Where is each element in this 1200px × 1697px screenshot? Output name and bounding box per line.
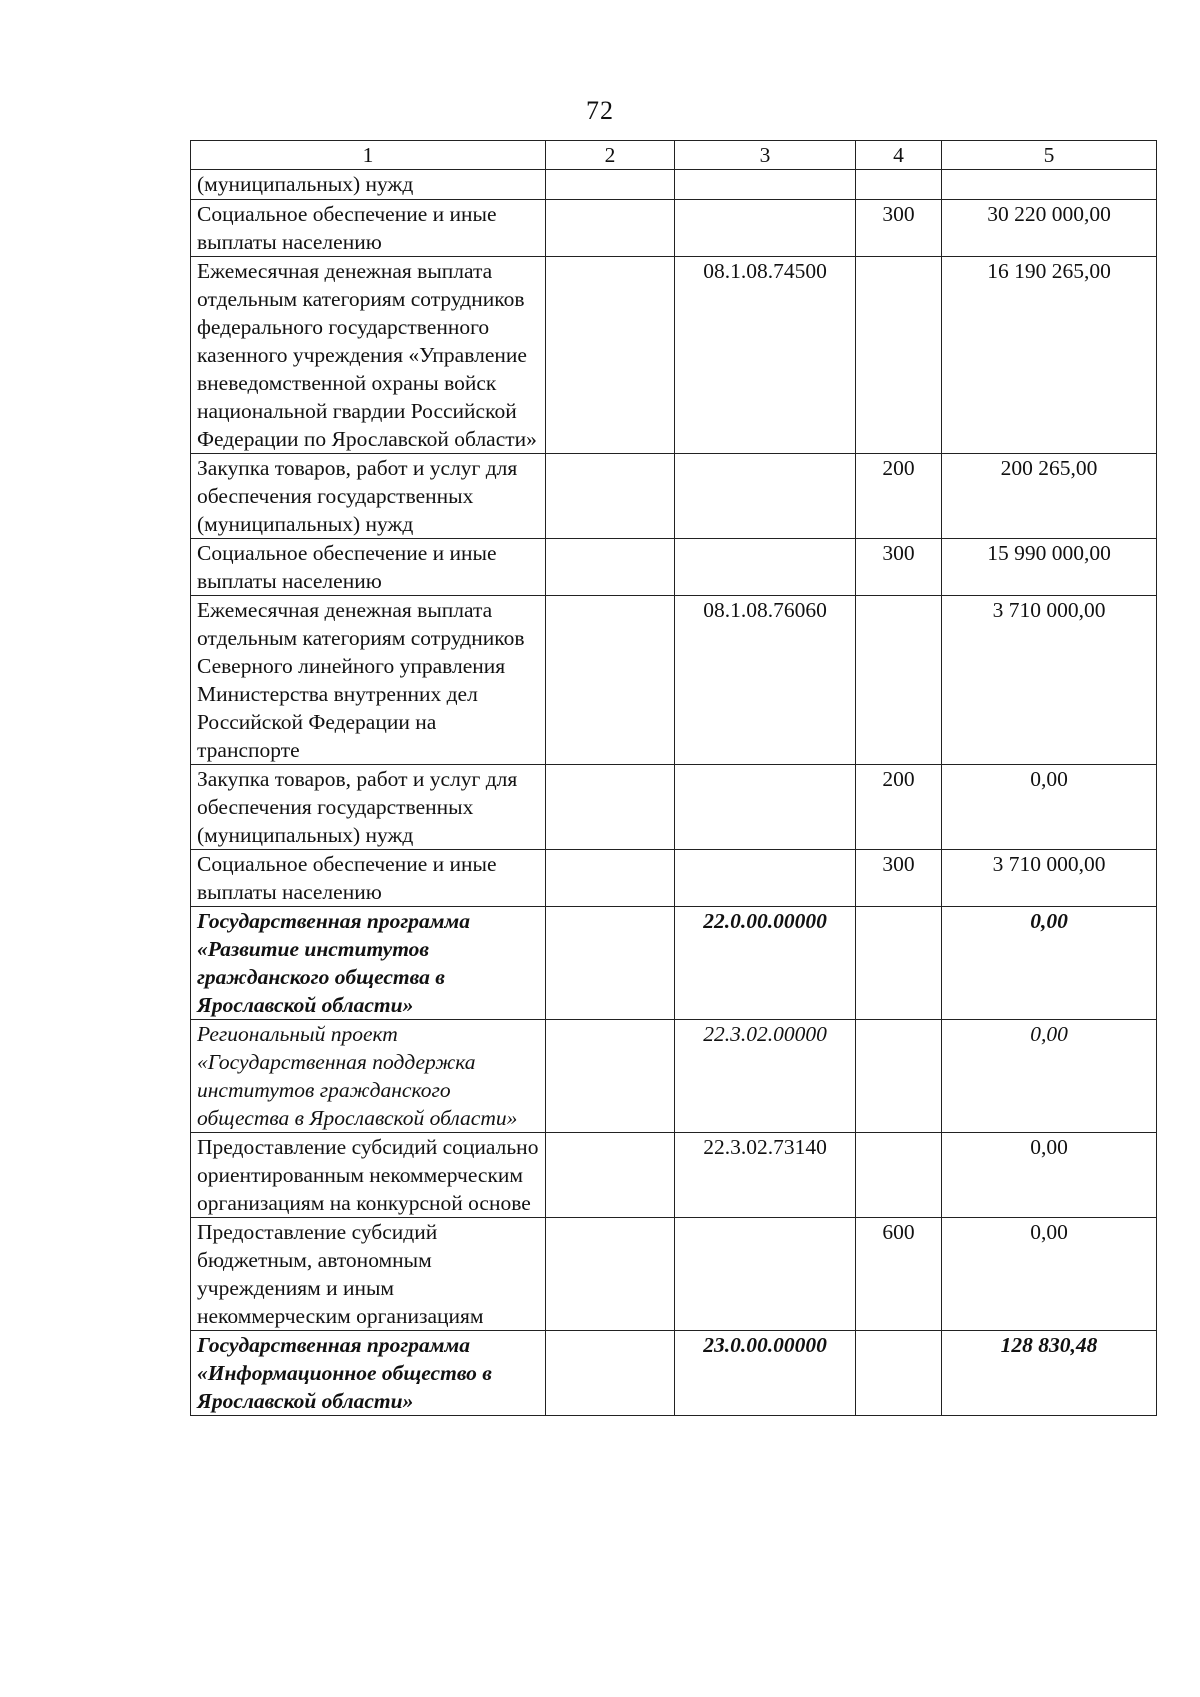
- table-row: [191, 170, 1157, 200]
- row-expense-type: 600: [856, 1218, 942, 1331]
- row-description: Региональный проект «Государственная поддержка институтов гражданского общества в Ярославской области»: [191, 1020, 546, 1133]
- row-description: Ежемесячная денежная выплата отдельным категориям сотрудников Северного линейного управления Министерства внутренних дел Российской Федерации на транспорте: [191, 596, 546, 765]
- row-description: Закупка товаров, работ и услуг для обеспечения государственных (муниципальных) нужд: [191, 765, 546, 850]
- row-description: Предоставление субсидий социально ориентированным некоммерческим организациям на конкурсной основе: [191, 1133, 546, 1218]
- row-description: Социальное обеспечение и иные выплаты населению: [191, 539, 546, 596]
- row-expense-type: [856, 1331, 942, 1416]
- row-expense-type: [856, 170, 942, 200]
- table-row: [191, 907, 1157, 1020]
- row-description: Предоставление субсидий бюджетным, автономным учреждениям и иным некоммерческим организациям: [191, 1218, 546, 1331]
- row-target-code: 22.3.02.73140: [675, 1133, 856, 1218]
- table-row: [191, 1020, 1157, 1133]
- row-col2: [546, 907, 675, 1020]
- row-col2: [546, 200, 675, 257]
- row-expense-type: 300: [856, 850, 942, 907]
- table-row: [191, 596, 1157, 765]
- row-expense-type: [856, 257, 942, 454]
- table-row: [191, 539, 1157, 596]
- table-header-row: [191, 141, 1157, 170]
- row-target-code: [675, 170, 856, 200]
- table-row: [191, 765, 1157, 850]
- row-description: Социальное обеспечение и иные выплаты населению: [191, 850, 546, 907]
- row-col2: [546, 539, 675, 596]
- row-amount: 0,00: [942, 765, 1157, 850]
- row-amount: 3 710 000,00: [942, 850, 1157, 907]
- row-target-code: [675, 1218, 856, 1331]
- row-expense-type: 300: [856, 539, 942, 596]
- row-col2: [546, 454, 675, 539]
- row-amount: 16 190 265,00: [942, 257, 1157, 454]
- row-description: Государственная программа «Развитие институтов гражданского общества в Ярославской области»: [191, 907, 546, 1020]
- row-expense-type: [856, 907, 942, 1020]
- table-row: [191, 1331, 1157, 1416]
- row-col2: [546, 257, 675, 454]
- row-expense-type: [856, 596, 942, 765]
- table-row: [191, 1218, 1157, 1331]
- row-description: Закупка товаров, работ и услуг для обеспечения государственных (муниципальных) нужд: [191, 454, 546, 539]
- row-amount: 128 830,48: [942, 1331, 1157, 1416]
- row-expense-type: 300: [856, 200, 942, 257]
- table-row: [191, 1133, 1157, 1218]
- row-amount: 0,00: [942, 1218, 1157, 1331]
- row-amount: 3 710 000,00: [942, 596, 1157, 765]
- row-col2: [546, 170, 675, 200]
- row-col2: [546, 596, 675, 765]
- budget-table: [190, 140, 1157, 1416]
- row-target-code: [675, 454, 856, 539]
- row-description: Социальное обеспечение и иные выплаты населению: [191, 200, 546, 257]
- row-target-code: 23.0.00.00000: [675, 1331, 856, 1416]
- column-header-4: 4: [856, 141, 942, 170]
- table-row: [191, 257, 1157, 454]
- row-target-code: 08.1.08.76060: [675, 596, 856, 765]
- row-col2: [546, 1218, 675, 1331]
- table-row: [191, 200, 1157, 257]
- row-description: Государственная программа «Информационное общество в Ярославской области»: [191, 1331, 546, 1416]
- page-number: 72: [586, 96, 614, 125]
- row-target-code: [675, 200, 856, 257]
- row-col2: [546, 1133, 675, 1218]
- row-target-code: 08.1.08.74500: [675, 257, 856, 454]
- table-row: [191, 850, 1157, 907]
- row-amount: 15 990 000,00: [942, 539, 1157, 596]
- row-target-code: 22.0.00.00000: [675, 907, 856, 1020]
- row-target-code: [675, 765, 856, 850]
- row-target-code: [675, 850, 856, 907]
- row-description: Ежемесячная денежная выплата отдельным категориям сотрудников федерального государственного казенного учреждения «Управление вневедомственной охраны войск национальной гвардии Российской Федерации по Ярославской области»: [191, 257, 546, 454]
- column-header-3: 3: [675, 141, 856, 170]
- row-expense-type: 200: [856, 454, 942, 539]
- row-col2: [546, 850, 675, 907]
- row-col2: [546, 765, 675, 850]
- row-target-code: [675, 539, 856, 596]
- row-description: (муниципальных) нужд: [191, 170, 546, 200]
- row-amount: 0,00: [942, 907, 1157, 1020]
- column-header-5: 5: [942, 141, 1157, 170]
- row-col2: [546, 1020, 675, 1133]
- row-target-code: 22.3.02.00000: [675, 1020, 856, 1133]
- column-header-1: 1: [191, 141, 546, 170]
- row-expense-type: 200: [856, 765, 942, 850]
- row-col2: [546, 1331, 675, 1416]
- column-header-2: 2: [546, 141, 675, 170]
- row-amount: 0,00: [942, 1133, 1157, 1218]
- row-expense-type: [856, 1133, 942, 1218]
- row-expense-type: [856, 1020, 942, 1133]
- row-amount: 0,00: [942, 1020, 1157, 1133]
- row-amount: [942, 170, 1157, 200]
- table-row: [191, 454, 1157, 539]
- row-amount: 30 220 000,00: [942, 200, 1157, 257]
- row-amount: 200 265,00: [942, 454, 1157, 539]
